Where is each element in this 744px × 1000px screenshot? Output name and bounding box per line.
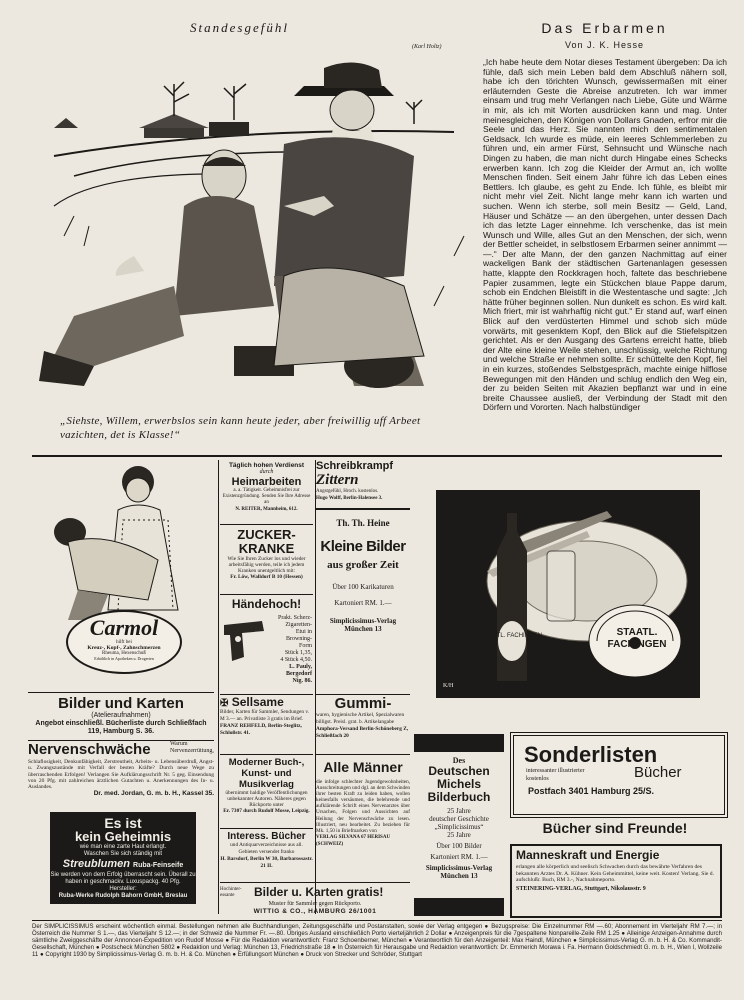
karten-gratis-sub: Muster für Sammler gegen Rückporto.	[268, 901, 362, 907]
heimarbeit-sig: N. REITER, Mannheim, 612.	[235, 507, 298, 512]
geheimnis-brand	[50, 858, 196, 872]
carmol-brand: Carmol	[89, 615, 159, 640]
manneskraft-sig: STEINERING-VERLAG, Stuttgart, Nikolausstr. 9	[516, 885, 646, 892]
ad-zucker	[220, 524, 313, 591]
ad-sellsame	[220, 694, 313, 751]
fachingen-illustration	[437, 491, 699, 697]
pistol-illustration	[222, 617, 266, 667]
geheimnis-t2: Waschen Sie sich ständig mit	[83, 851, 163, 857]
heine-t3: Simplicissimus-Verlag	[329, 617, 397, 625]
haende-t9: Bergedorf	[286, 671, 312, 677]
ad-schreibkrampf	[316, 460, 410, 506]
interess-title: Interess. Bücher	[227, 831, 306, 842]
interess-text: und Antiquarverzeichnisse aus all. Gebieten versendet franko	[230, 842, 303, 855]
michels-t12: 25 Jahre	[447, 831, 471, 839]
sellsame-title	[220, 695, 313, 709]
michels-t3: Michels	[436, 777, 481, 791]
sellsame-icon: ✠	[220, 698, 229, 709]
ad-manneskraft	[510, 844, 722, 918]
carmol-line1: hilft bei	[116, 640, 132, 645]
gummi-title: Gummi-	[334, 695, 392, 712]
michels-t6: deutscher Geschichte	[429, 815, 489, 823]
nerven-side: Warum Nervenzerrüttung,	[170, 741, 214, 754]
bottle-label-text: STAATL. FACHINGEN	[481, 633, 543, 639]
heine-sub: aus großer Zeit	[327, 559, 399, 571]
heimarbeit-text: a. a. Tätigkeit. Geheimnisfrei zur Existenzgründung. Senden Sie Ihre Adresse an	[222, 488, 311, 505]
manneskraft-text: erlangen alle körperlich und seelisch Schwachen durch das bewährte Verfahren des bekannten Arztes Dr. A. Kühner. Kein Geheimmittel, keine weit. Kosten! Verlang. Sie d. aufschlußr. Buch, RM 3.-, Nachnahmeporto.	[516, 864, 714, 884]
carmol-line2: Kreuz-, Kopf-, Zahnschmerzen	[87, 645, 161, 651]
michels-t10: München 13	[440, 872, 478, 880]
heimarbeit-title: Heimarbeiten	[231, 476, 302, 488]
moderner-sig: Er. 7307 durch Rudolf Mosse, Leipzig.	[223, 808, 310, 814]
section-divider	[32, 455, 722, 457]
cartoon-caption: „Siehste, Willem, erwerbslos sein kann heute jeder, aber freiwillig uff Arbeet vazichten, det is Klasse!“	[60, 415, 421, 441]
sellsame-text: Bilder, Karten für Sammler, Sendungen v. M 3.— an. Privatliste 3 gratis im Brief.	[220, 709, 309, 722]
cartoon-illustration	[34, 56, 474, 402]
ad-bilder-karten	[28, 692, 214, 739]
haende-t4: Browning-	[286, 636, 312, 642]
moderner-text: übernimmt haldige Veröffentlichungen unbekannter Autoren. Näheres gegen Rückporto unter	[225, 790, 308, 808]
nerven-title: Nervenschwäche	[28, 741, 151, 758]
ad-geheimnis	[50, 812, 196, 904]
ad-moderner	[220, 754, 313, 825]
story-author: Von J. K. Hesse	[564, 40, 645, 50]
haende-t7: 4 Stück 4,50.	[280, 657, 312, 663]
footer-divider	[32, 920, 722, 921]
michels-t7: Über 100 Bilder	[436, 842, 482, 850]
fachingen-brand: STAATL. FACHINGEN	[607, 627, 667, 650]
story-title: Das Erbarmen	[541, 20, 668, 36]
schreib-sig: Hugo Wolff, Berlin-Halensee 3.	[316, 496, 383, 501]
cartoon-title: Standesgefühl	[190, 20, 289, 35]
moderner-title: Moderner Buch-, Kunst- und Musikverlag	[228, 757, 305, 790]
carmol-line4: Erhältlich in Apotheken u. Drogerien	[94, 656, 154, 661]
cartoon-artist: (Karl Holtz)	[412, 44, 442, 50]
ad-haendehoch	[220, 594, 313, 691]
carmol-oval	[66, 610, 182, 674]
michels-t2: Deutschen	[428, 764, 490, 778]
heine-t4: München 13	[344, 625, 382, 633]
ad-sonderlisten	[510, 732, 728, 818]
heine-title: Kleine Bilder	[320, 538, 406, 555]
geheimnis-t1: wie man eine zarte Haut erlangt.	[79, 844, 167, 850]
michels-t9: Simplicissimus-Verlag	[425, 864, 493, 872]
footer-text: Der SIMPLICISSIMUS erscheint wöchentlich einmal. Bestellungen nehmen alle Buchhandlungen, Zeitungsgeschäfte und Postanstalten, sowie der Verlag entgegen ● Bezugspreise: Die Einzelnummer RM —.60; Abonnement im Vierteljahr RM 7.—; in Österreich die Nummer S 1.—, das Vierteljahr S 12.—; in der Schweiz die Nummer Fr. —.80. Übriges Ausland einschließlich Porto vierteljährlich 2 Dollar ● Anzeigenpreis für die 7gespaltene Nonpareille-Zeile RM 1.25 ● Alleinige Anzeigen-Annahme durch sämtliche Zweiggeschäfte der Annoncen-Expedition von Rudolf Mosse ● Für die Redaktion verantwortlich: Franz Schoenberner, München ● Verantwortlich für den Anzeigenteil: Max Haindl, München ● Simplicissimus-Verlag G. m. b. H. & Co. Kommandit-Gesellschaft, München ● Postscheck München 5802 ● Redaktion und Verlag: München 13, Friedrichstraße 18 ● In Österreich für Herausgabe und Redaktion verantwortlich: Dr. Emmerich Morawa i. Fa. Hermann Goldschmiedt G. m. b. H., Wien I, Wollzeile 11 ● Copyright 1930 by Simplicissimus-Verlag G. m. b. H. & Co. München ● Erfüllungsort München ● Druck von Strecker und Schröder, Stuttgart	[32, 923, 722, 959]
haende-text	[264, 615, 312, 685]
nerven-text: Schlaflosigkeit, Denkunfähigkeit, Zerstreutheit, Arbeits- u. Lebensüberdruß, Angst- u. Zwangszustände mit Verfall der besten Kräfte? Durch neue Wege zu überraschenden Erfolgen! Verlangen Sie Aufklärungsschrift Nr. 5 geg. Einsendung von 20 Pfg. mit zahlreichen ärztlichen Gutachten u. Anerkennungen des In- u. Auslandes.	[28, 759, 214, 791]
michels-t11: „Simplicissimus“	[434, 823, 484, 831]
carmol-line3: Rheuma, Hexenschuß	[102, 651, 146, 656]
sonder-sub2: Bücher	[634, 764, 682, 781]
ad-interess	[220, 828, 313, 879]
michels-top-bar	[414, 734, 504, 752]
zucker-sig: Fr. Löw, Walldorf B 10 (Hessen)	[230, 574, 303, 580]
ad-staatl-fachingen	[436, 490, 700, 698]
michels-t4: Bilderbuch	[427, 790, 491, 804]
sonder-sub: interessanter illustrierter	[526, 768, 585, 774]
carmol-illustration	[28, 460, 212, 620]
ad-carmol	[28, 460, 212, 690]
haende-title: Händehoch!	[231, 597, 302, 611]
zucker-title: ZUCKER-KRANKE	[237, 527, 296, 556]
geheimnis-t3: Sie werden von dem Erfolg überrascht sein. Überall zu haben in geschmackv. Luxuspackg. 40 Pfg.	[50, 872, 196, 885]
karten-gratis-sig: WITTIG & CO., HAMBURG 26/1001	[253, 908, 377, 915]
heine-t2: Kartoniert RM. 1.—	[334, 599, 392, 607]
ad-gummi	[316, 694, 410, 753]
manneskraft-title: Manneskraft und Energie	[516, 848, 660, 862]
heimarbeit-head: Täglich hohen Verdienst	[228, 462, 305, 469]
ad-alle-maenner	[316, 754, 410, 881]
ad-heine	[316, 508, 410, 696]
story-body: „Ich habe heute dem Notar dieses Testament übergeben: Da ich fühle, daß sich mein Leben bald dem Abschluß nähern soll, habe ich den törichten Wunsch, gewissermaßen mit einer erläuternden Geste die Abreise anzutreten. Ich war immer einsam und trug mehr Verlangen nach Liebe, Güte und Wärme in mir, als ich mit Worten ausdrücken kann und mag. Unter meinesgleichen, den Königen von Dollars Gnaden, erfror mir die Seele und das Herz. Sie nannten mich den sentimentalen Geldsack. Ich wurde es müde, ein leeres Schlemmerleben zu führen und, ein armer Fürst, Sehnsucht und Wünsche nach Dingen zu haben, die man nicht durch Hingabe eines Schecks erwerben kann. Ich zog die Kleider der Armut an, ich wollte Menschen finden. Seit einem Jahr führe ich das Leben eines Bettlers. Ich glaube, es geht zu Ende. Ich fühle, es bleibt mir nicht mehr viel Zeit. Nicht lange mehr kann ich warten und suchen. Wenn ich sterbe, soll mein Besitz — Geld, Land, Häuser und Schätze — an den übergehen, unter dessen Dach ich das letzte Lager einnehme. Ich verschenke, das ist mein Wunsch und Wille, alles Gut an den Menschen, der sich, wenn der Bettler scheidet, in selbstlosem Erbarmen seiner annimmt — —.“ Der alte Mann, der den ganzen Nachmittag auf einer wackeligen Bank der städtischen Gartenanlagen gesessen hatte, klappte den Rockkragen hoch, faltete das beschriebene Papier zusammen, legte ein Stückchen blaue Pappe darum, schob ein Endchen Bleistift in die Westentasche und sagte: „Ich hätte früher beginnen sollen. Nun dunkelt es schon. Es wird kalt. Mich friert, mir ist wahrhaftig nicht gut.“ Er stand auf, warf einen Blick auf den verdüsterten Himmel und schob sich müde vorwärts, mit gesenktem Kopf, den Blick auf die Stiefelspitzen gerichtet. Als er den Ausgang des Gartens erreicht hatte, blieb der Alte eine kleine Weile stehen, unschlüssig, welche Richtung und welche Straße er nehmen sollte. Er schüttelte den Kopf, fiel in ein kurzes, stoßendes Selbstgespräch, machte einige hilflose Bewegungen mit den Händen und schlug endlich den Weg ein, der zu beiden Seiten mit Akazien bepflanzt war und in eine breite Chaussee ausließ, der Verbindung der Stadt mit den Dörfern und Vororten. Nach halbstündiger	[483, 58, 727, 413]
maenner-sig: VERLAG SILVANA 67 HERISAU (SCHWEIZ)	[316, 834, 391, 847]
michels-bottom-bar	[414, 898, 504, 916]
maenner-text: die infolge schlechter Jugendgewohnheiten, Ausschreitungen und dgl. an dem Schwinden ihrer besten Kraft zu leiden haben, wollen keinesfalls versäumen, die belehrende und aufklärende Schrift eines Nervenarztes über Ursachen, Folgen und Aussichten auf Heilung der Nervenschwäche zu lesen. Illustriert, neu bearbeitet. Zu beziehen für Mk. 1,50 in Briefmarken von	[316, 779, 410, 834]
michels-t5: 25 Jahre	[447, 807, 471, 815]
haende-t5: Form	[298, 643, 312, 649]
gummi-text: waren, hygienische Artikel, Spezialwaren billigst. Preisl. grat. b. Artikelangabe	[316, 712, 405, 725]
gummi-sig: Amphora-Versand Berlin-Schöneberg Z, Schließfach 20	[316, 726, 409, 739]
sonder-addr: Postfach 3401 Hamburg 25/S.	[528, 786, 655, 796]
haende-t6: Stück 1,35,	[284, 650, 312, 656]
haende-t2: Zigaretten-	[285, 622, 312, 628]
zucker-text: Wie Sie Ihren Zucker los und wieder arbeitsfähig werden, teile ich jedem Kranken unentgeltlich mit:	[227, 556, 306, 574]
ad-nervenschwaeche	[28, 740, 214, 811]
heine-t1: Über 100 Karikaturen	[332, 583, 394, 591]
karten-gratis-small: Hochinter-essante	[220, 887, 242, 898]
ad-heimarbeiten	[220, 462, 313, 520]
geheimnis-t5: Ruba-Werke Rudolph Bahorn GmbH, Breslau	[58, 893, 188, 899]
ad-buecher-freunde: Bücher sind Freunde!	[542, 820, 688, 836]
michels-t8: Kartoniert RM. 1.—	[430, 853, 488, 861]
karten-gratis-title: Bilder u. Karten gratis!	[254, 885, 384, 899]
heine-head: Th. Th. Heine	[336, 518, 390, 528]
nerven-sig: Dr. med. Jordan, G. m. b. H., Kassel 35.	[93, 790, 214, 798]
schreib-brand: Zittern	[316, 472, 359, 488]
bilder-sub: (Atelieraufnahmen)	[91, 712, 151, 719]
bilder-text: Angebot einschließl. Bücherliste durch Schließfach 119, Hamburg S. 36.	[35, 720, 207, 735]
schreib-title: Schreibkrampf	[316, 460, 394, 472]
fachingen-sig: K/H	[443, 683, 454, 689]
michels-t1: Des	[452, 756, 466, 765]
sellsame-title-text: Sellsame	[231, 695, 284, 709]
sonder-title: Sonderlisten	[524, 742, 658, 767]
haende-t8: L. Pauly,	[289, 664, 312, 670]
ad-karten-gratis	[220, 882, 410, 915]
geheimnis-brand-2: Ruba-Feinseife	[133, 862, 184, 869]
haende-t10: Nig. 86.	[292, 678, 312, 684]
haende-t3: Etui in	[295, 629, 312, 635]
geheimnis-t4: Hersteller:	[109, 886, 137, 892]
geheimnis-h2: kein Geheimnis	[74, 829, 172, 844]
interess-sig: H. Barsdorf, Berlin W 30, Barbarossastr. 21 II.	[220, 856, 313, 869]
sonder-sub3: kostenlos	[526, 776, 549, 782]
sellsame-sig: FRANZ REHFELD, Berlin-Steglitz, Schloßstr. 41.	[220, 723, 302, 736]
haende-t1: Prakt. Scherz-	[278, 615, 312, 621]
bilder-title: Bilder und Karten	[58, 695, 184, 712]
ad-michels	[414, 756, 504, 898]
geheimnis-h1: Es ist	[104, 815, 142, 831]
schreib-text: Angstgefühl, Hroch. kostenlos.	[316, 489, 379, 494]
maenner-title: Alle Männer	[323, 759, 403, 775]
village-houses	[54, 114, 249, 138]
geheimnis-brand-name: Streublumen	[62, 858, 130, 870]
heimarbeit-head2: durch	[259, 469, 274, 475]
